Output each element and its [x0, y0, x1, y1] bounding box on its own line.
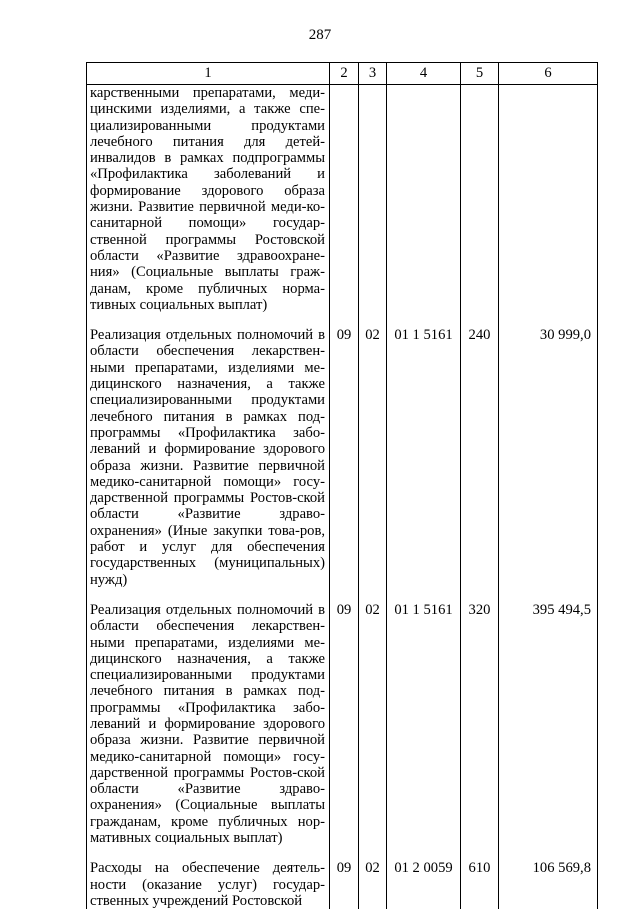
table-row	[87, 85, 598, 314]
row-target-code: 01 1 5161	[387, 327, 461, 588]
row-subsection: 02	[359, 602, 387, 846]
row-subsection: 02	[359, 860, 387, 909]
row-expense-type: 610	[461, 860, 499, 909]
column-header-6: 6	[499, 63, 598, 85]
row-section: 09	[330, 327, 359, 588]
row-subsection: 02	[359, 327, 387, 588]
row-expense-type: 240	[461, 327, 499, 588]
row-spacer	[87, 313, 598, 327]
row-section	[330, 85, 359, 314]
row-subsection	[359, 85, 387, 314]
row-target-code	[387, 85, 461, 314]
row-amount: 30 999,0	[499, 327, 598, 588]
row-spacer	[87, 846, 598, 860]
row-section: 09	[330, 860, 359, 909]
column-header-2: 2	[330, 63, 359, 85]
table-row	[87, 327, 598, 588]
column-header-1: 1	[87, 63, 330, 85]
row-expense-type: 320	[461, 602, 499, 846]
page-number: 287	[308, 27, 332, 43]
row-description: Расходы на обеспечение деятель-ности (оказание услуг) государ-ственных учреждений Ростовской	[87, 860, 330, 909]
row-amount: 395 494,5	[499, 602, 598, 846]
row-expense-type	[461, 85, 499, 314]
table-header-row	[87, 63, 598, 85]
row-target-code: 01 2 0059	[387, 860, 461, 909]
column-header-5: 5	[461, 63, 499, 85]
table-row	[87, 602, 598, 846]
row-section: 09	[330, 602, 359, 846]
budget-table	[86, 62, 598, 909]
row-description: карственными препаратами, меди-цинскими изделиями, а также спе-циализированными продуктами лечебного питания для детей-инвалидов в рамках подпрограммы «Профилактика заболеваний и формирование здорового образа жизни. Развитие первичной меди-ко-санитарной помощи» государ-ственной программы Ростовской области «Развитие здравоохране-ния» (Социальные выплаты граж-данам, кроме публичных норма-тивных социальных выплат)	[87, 85, 330, 314]
row-amount: 106 569,8	[499, 860, 598, 909]
table-row	[87, 860, 598, 909]
row-description: Реализация отдельных полномочий в области обеспечения лекарствен-ными препаратами, изделиями ме-дицинского назначения, а также специализированными продуктами лечебного питания в рамках под-программы «Профилактика забо-леваний и формирование здорового образа жизни. Развитие первичной медико-санитарной помощи» госу-дарственной программы Ростов-ской области «Развитие здраво-охранения» (Иные закупки това-ров, работ и услуг для обеспечения государственных (муниципальных) нужд)	[87, 327, 330, 588]
column-header-4: 4	[387, 63, 461, 85]
row-spacer	[87, 588, 598, 602]
row-description: Реализация отдельных полномочий в области обеспечения лекарствен-ными препаратами, изделиями ме-дицинского назначения, а также специализированными продуктами лечебного питания в рамках под-программы «Профилактика забо-леваний и формирование здорового образа жизни. Развитие первичной медико-санитарной помощи» госу-дарственной программы Ростов-ской области «Развитие здраво-охранения» (Социальные выплаты гражданам, кроме публичных нор-мативных социальных выплат)	[87, 602, 330, 846]
column-header-3: 3	[359, 63, 387, 85]
row-amount	[499, 85, 598, 314]
row-target-code: 01 1 5161	[387, 602, 461, 846]
